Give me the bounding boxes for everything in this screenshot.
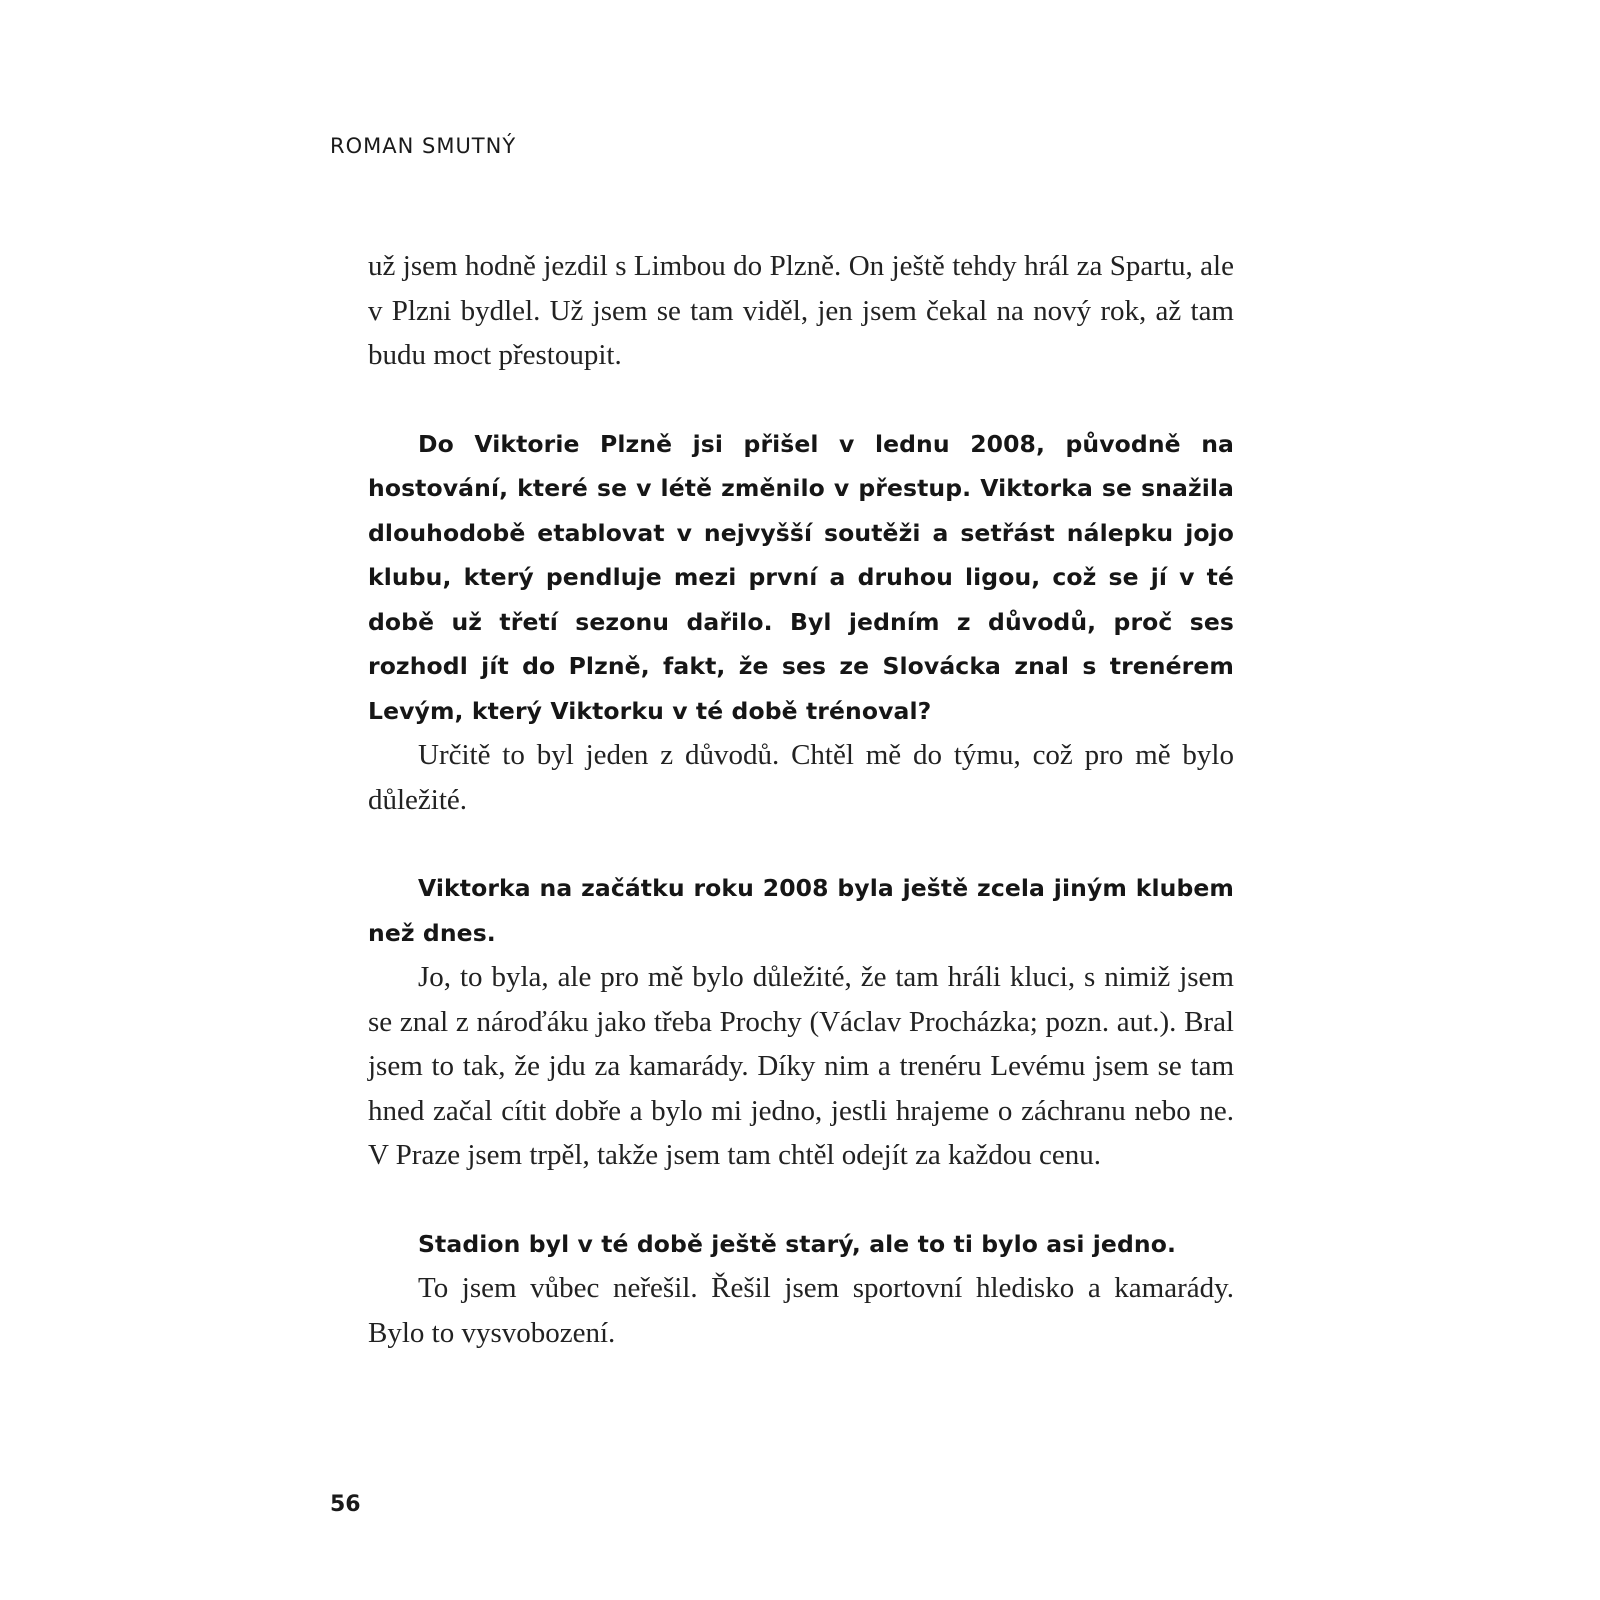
page-number: 56	[330, 1492, 361, 1517]
interview-question-3: Stadion byl v té době ještě starý, ale to ti bylo asi jedno.	[418, 1229, 1176, 1258]
interview-question-2: Viktorka na začátku roku 2008 byla ještě zcela jiným klubem než dnes.	[368, 874, 1234, 947]
interview-answer-1: Určitě to byl jeden z důvodů. Chtěl mě do týmu, což pro mě bylo důležité.	[368, 739, 1234, 816]
interview-question-1: Do Viktorie Plzně jsi přišel v lednu 2008, původně na hostování, které se v létě změnilo v přestup. Viktorka se snažila dlouhodobě etablovat v nejvyšší soutěži a setřást nálepku jojo klubu, který pendluje mezi první a druhou ligou, což se jí v té době už třetí sezonu dařilo. Byl jedním z důvodů, proč ses rozhodl jít do Plzně, fakt, že ses ze Slovácka znal s trenérem Levým, který Viktorku v té době trénoval?	[368, 429, 1234, 725]
paragraph-continuation: už jsem hodně jezdil s Limbou do Plzně. On ještě tehdy hrál za Spartu, ale v Plzni bydlel. Už jsem se tam viděl, jen jsem čekal na nový rok, až tam budu moct přestoupit.	[368, 250, 1234, 371]
page-body	[368, 244, 1234, 1355]
interview-answer-3: To jsem vůbec neřešil. Řešil jsem sportovní hledisko a kamarády. Bylo to vysvobození.	[368, 1272, 1234, 1349]
running-head: ROMAN SMUTNÝ	[330, 134, 517, 158]
interview-answer-2: Jo, to byla, ale pro mě bylo důležité, že tam hráli kluci, s nimiž jsem se znal z nároďáku jako třeba Prochy (Václav Procházka; pozn. aut.). Bral jsem to tak, že jdu za kamarády. Díky nim a trenéru Levému jsem se tam hned začal cítit dobře a bylo mi jedno, jestli hrajeme o záchranu nebo ne. V Praze jsem trpěl, takže jsem tam chtěl odejít za každou cenu.	[368, 961, 1234, 1171]
